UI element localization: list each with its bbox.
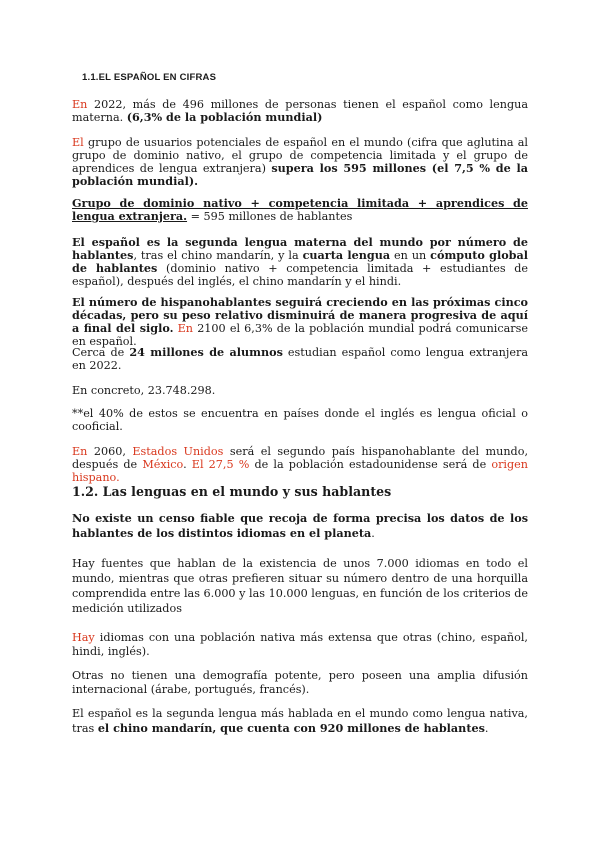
paragraph-segunda-lengua-materna: El español es la segunda lengua materna del mundo por número de hablantes, tras el chino mandarín, y la cuarta lengua en un cómputo global de hablantes (dominio nativo + competencia limitada + estudiantes de español), después del inglés, el chino mandarín y el hindi. bbox=[72, 235, 529, 288]
paragraph-7000-idiomas: Hay fuentes que hablan de la existencia de unos 7.000 idiomas en todo el mundo, mientras que otras prefieren situar su número dentro de una horquilla comprendida entre las 6.000 y las 10.000 lenguas, en función de los criterios de medición utilizados bbox=[72, 557, 528, 615]
paragraph-496-millones: En 2022, más de 496 millones de personas tienen el español como lengua materna. (6,3% de la población mundial) bbox=[72, 98, 528, 124]
paragraph-hispanohablantes-crecimiento: El número de hispanohablantes seguirá creciendo en las próximas cinco décadas, pero su peso relativo disminuirá de manera progresiva de aquí a final del siglo. En 2100 el 6,3% de la población mundial podrá comunicarse en español. bbox=[72, 295, 529, 348]
section-title-cifras: 1.1.EL ESPAÑOL EN CIFRAS bbox=[82, 72, 217, 83]
section-title-lenguas-mundo: 1.2. Las lenguas en el mundo y sus hablantes bbox=[72, 484, 392, 499]
paragraph-poblacion-nativa: Hay idiomas con una población nativa más extensa que otras (chino, español, hindi, inglés). bbox=[72, 631, 528, 658]
paragraph-grupo-dominio: Grupo de dominio nativo + competencia limitada + aprendices de lengua extranjera. = 595 millones de hablantes bbox=[72, 196, 528, 223]
paragraph-difusion-internacional: Otras no tienen una demografía potente, pero poseen una amplia difusión internacional (árabe, portugués, francés). bbox=[72, 669, 528, 696]
paragraph-en-concreto: En concreto, 23.748.298. bbox=[72, 384, 216, 397]
paragraph-no-existe-censo: No existe un censo fiable que recoja de forma precisa los datos de los hablantes de los distintos idiomas en el planeta. bbox=[72, 511, 528, 540]
paragraph-2060-estados-unidos: En 2060, Estados Unidos será el segundo país hispanohablante del mundo, después de México. El 27,5 % de la población estadounidense será de origen hispano. bbox=[72, 445, 529, 484]
paragraph-40-por-ciento: **el 40% de estos se encuentra en países donde el inglés es lengua oficial o cooficial. bbox=[72, 407, 528, 433]
paragraph-24-millones-alumnos: Cerca de 24 millones de alumnos estudian español como lengua extranjera en 2022. bbox=[72, 345, 528, 372]
paragraph-segunda-lengua-nativa: El español es la segunda lengua más hablada en el mundo como lengua nativa, tras el chino mandarín, que cuenta con 920 millones de hablantes. bbox=[72, 707, 528, 735]
paragraph-usuarios-potenciales: El grupo de usuarios potenciales de español en el mundo (cifra que aglutina al grupo de dominio nativo, el grupo de competencia limitada y el grupo de aprendices de lengua extranjera) supera los 595 millones (el 7,5 % de la población mundial). bbox=[72, 136, 528, 188]
